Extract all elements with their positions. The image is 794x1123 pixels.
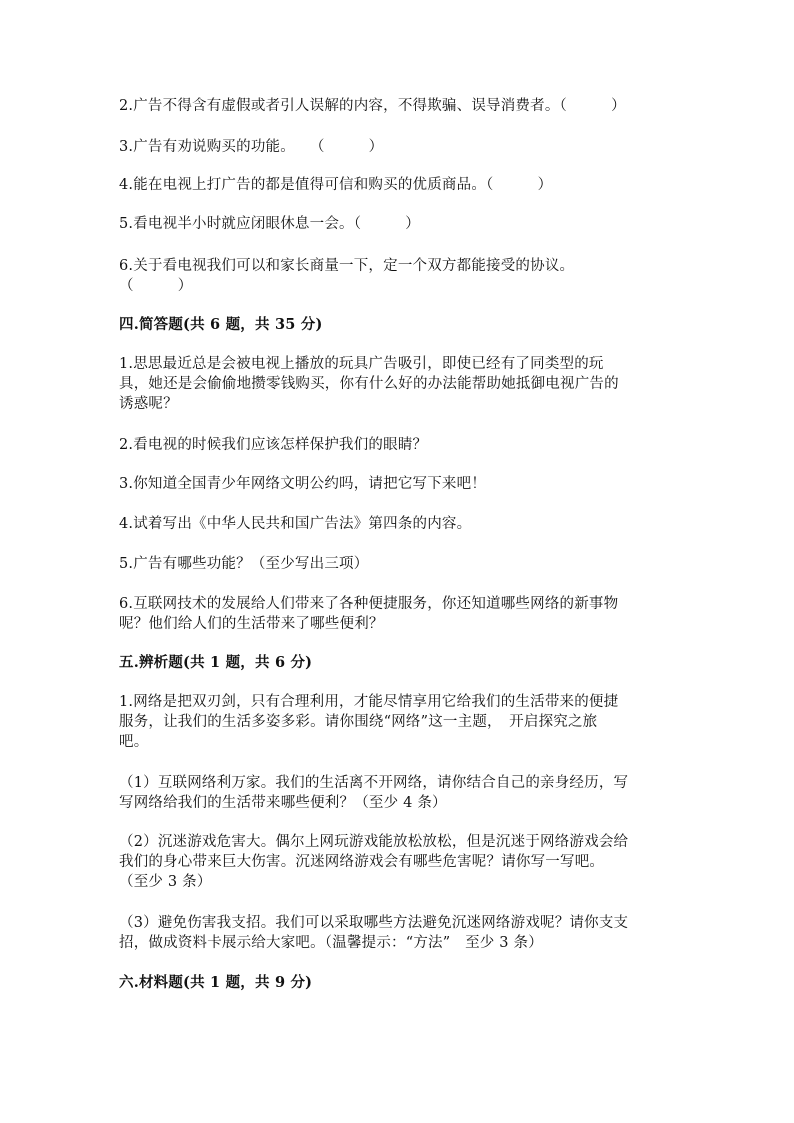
short-answer-question-3: 3.你知道全国青少年网络文明公约吗，请把它写下来吧！: [119, 476, 487, 492]
tf-question-6: 6.关于看电视我们可以和家长商量一下，定一个双方都能接受的协议。 （ ）: [119, 258, 575, 294]
short-answer-question-4: 4.试着写出《中华人民共和国广告法》第四条的内容。: [119, 516, 472, 532]
short-answer-question-5: 5.广告有哪些功能？（至少写出三项）: [119, 556, 369, 572]
section-heading-short-answer: 四.简答题(共 6 题，共 35 分): [119, 316, 323, 333]
section-heading-material: 六.材料题(共 1 题，共 9 分): [119, 974, 313, 991]
tf-question-3: 3.广告有劝说购买的功能。 （ ）: [119, 139, 384, 155]
tf-question-2: 2.广告不得含有虚假或者引人误解的内容，不得欺骗、误导消费者。（ ）: [119, 98, 626, 114]
analysis-subquestion-2: （2）沉迷游戏危害大。偶尔上网玩游戏能放松放松，但是沉迷于网络游戏会给 我们的身心带来巨大伤害。沉迷网络游戏会有哪些危害呢？请你写一写吧。 （至少 3 条）: [119, 834, 629, 890]
analysis-subquestion-1: （1）互联网络利万家。我们的生活离不开网络，请你结合自己的亲身经历，写 写网络给我们的生活带来哪些便利？（至少 4 条）: [119, 775, 629, 811]
short-answer-question-2: 2.看电视的时候我们应该怎样保护我们的眼睛？: [119, 437, 428, 453]
short-answer-question-1: 1.思思最近总是会被电视上播放的玩具广告吸引，即使已经有了同类型的玩 具，她还是会偷偷地攒零钱购买，你有什么好的办法能帮助她抵御电视广告的 诱惑呢？: [119, 356, 619, 412]
section-heading-analysis: 五.辨析题(共 1 题，共 6 分): [119, 654, 313, 671]
tf-question-4: 4.能在电视上打广告的都是值得可信和购买的优质商品。（ ）: [119, 177, 553, 193]
analysis-subquestion-3: （3）避免伤害我支招。我们可以采取哪些方法避免沉迷网络游戏呢？请你支支 招，做成资料卡展示给大家吧。（温馨提示：“方法” 至少 3 条）: [119, 915, 629, 951]
tf-question-5: 5.看电视半小时就应闭眼休息一会。（ ）: [119, 216, 420, 232]
analysis-question-1: 1.网络是把双刃剑，只有合理利用，才能尽情享用它给我们的生活带来的便捷 服务，让我们的生活多姿多彩。请你围绕“网络”这一主题， 开启探究之旅 吧。: [119, 694, 619, 750]
short-answer-question-6: 6.互联网技术的发展给人们带来了各种便捷服务，你还知道哪些网络的新事物 呢？他们给人们的生活带来了哪些便利？: [119, 596, 619, 632]
